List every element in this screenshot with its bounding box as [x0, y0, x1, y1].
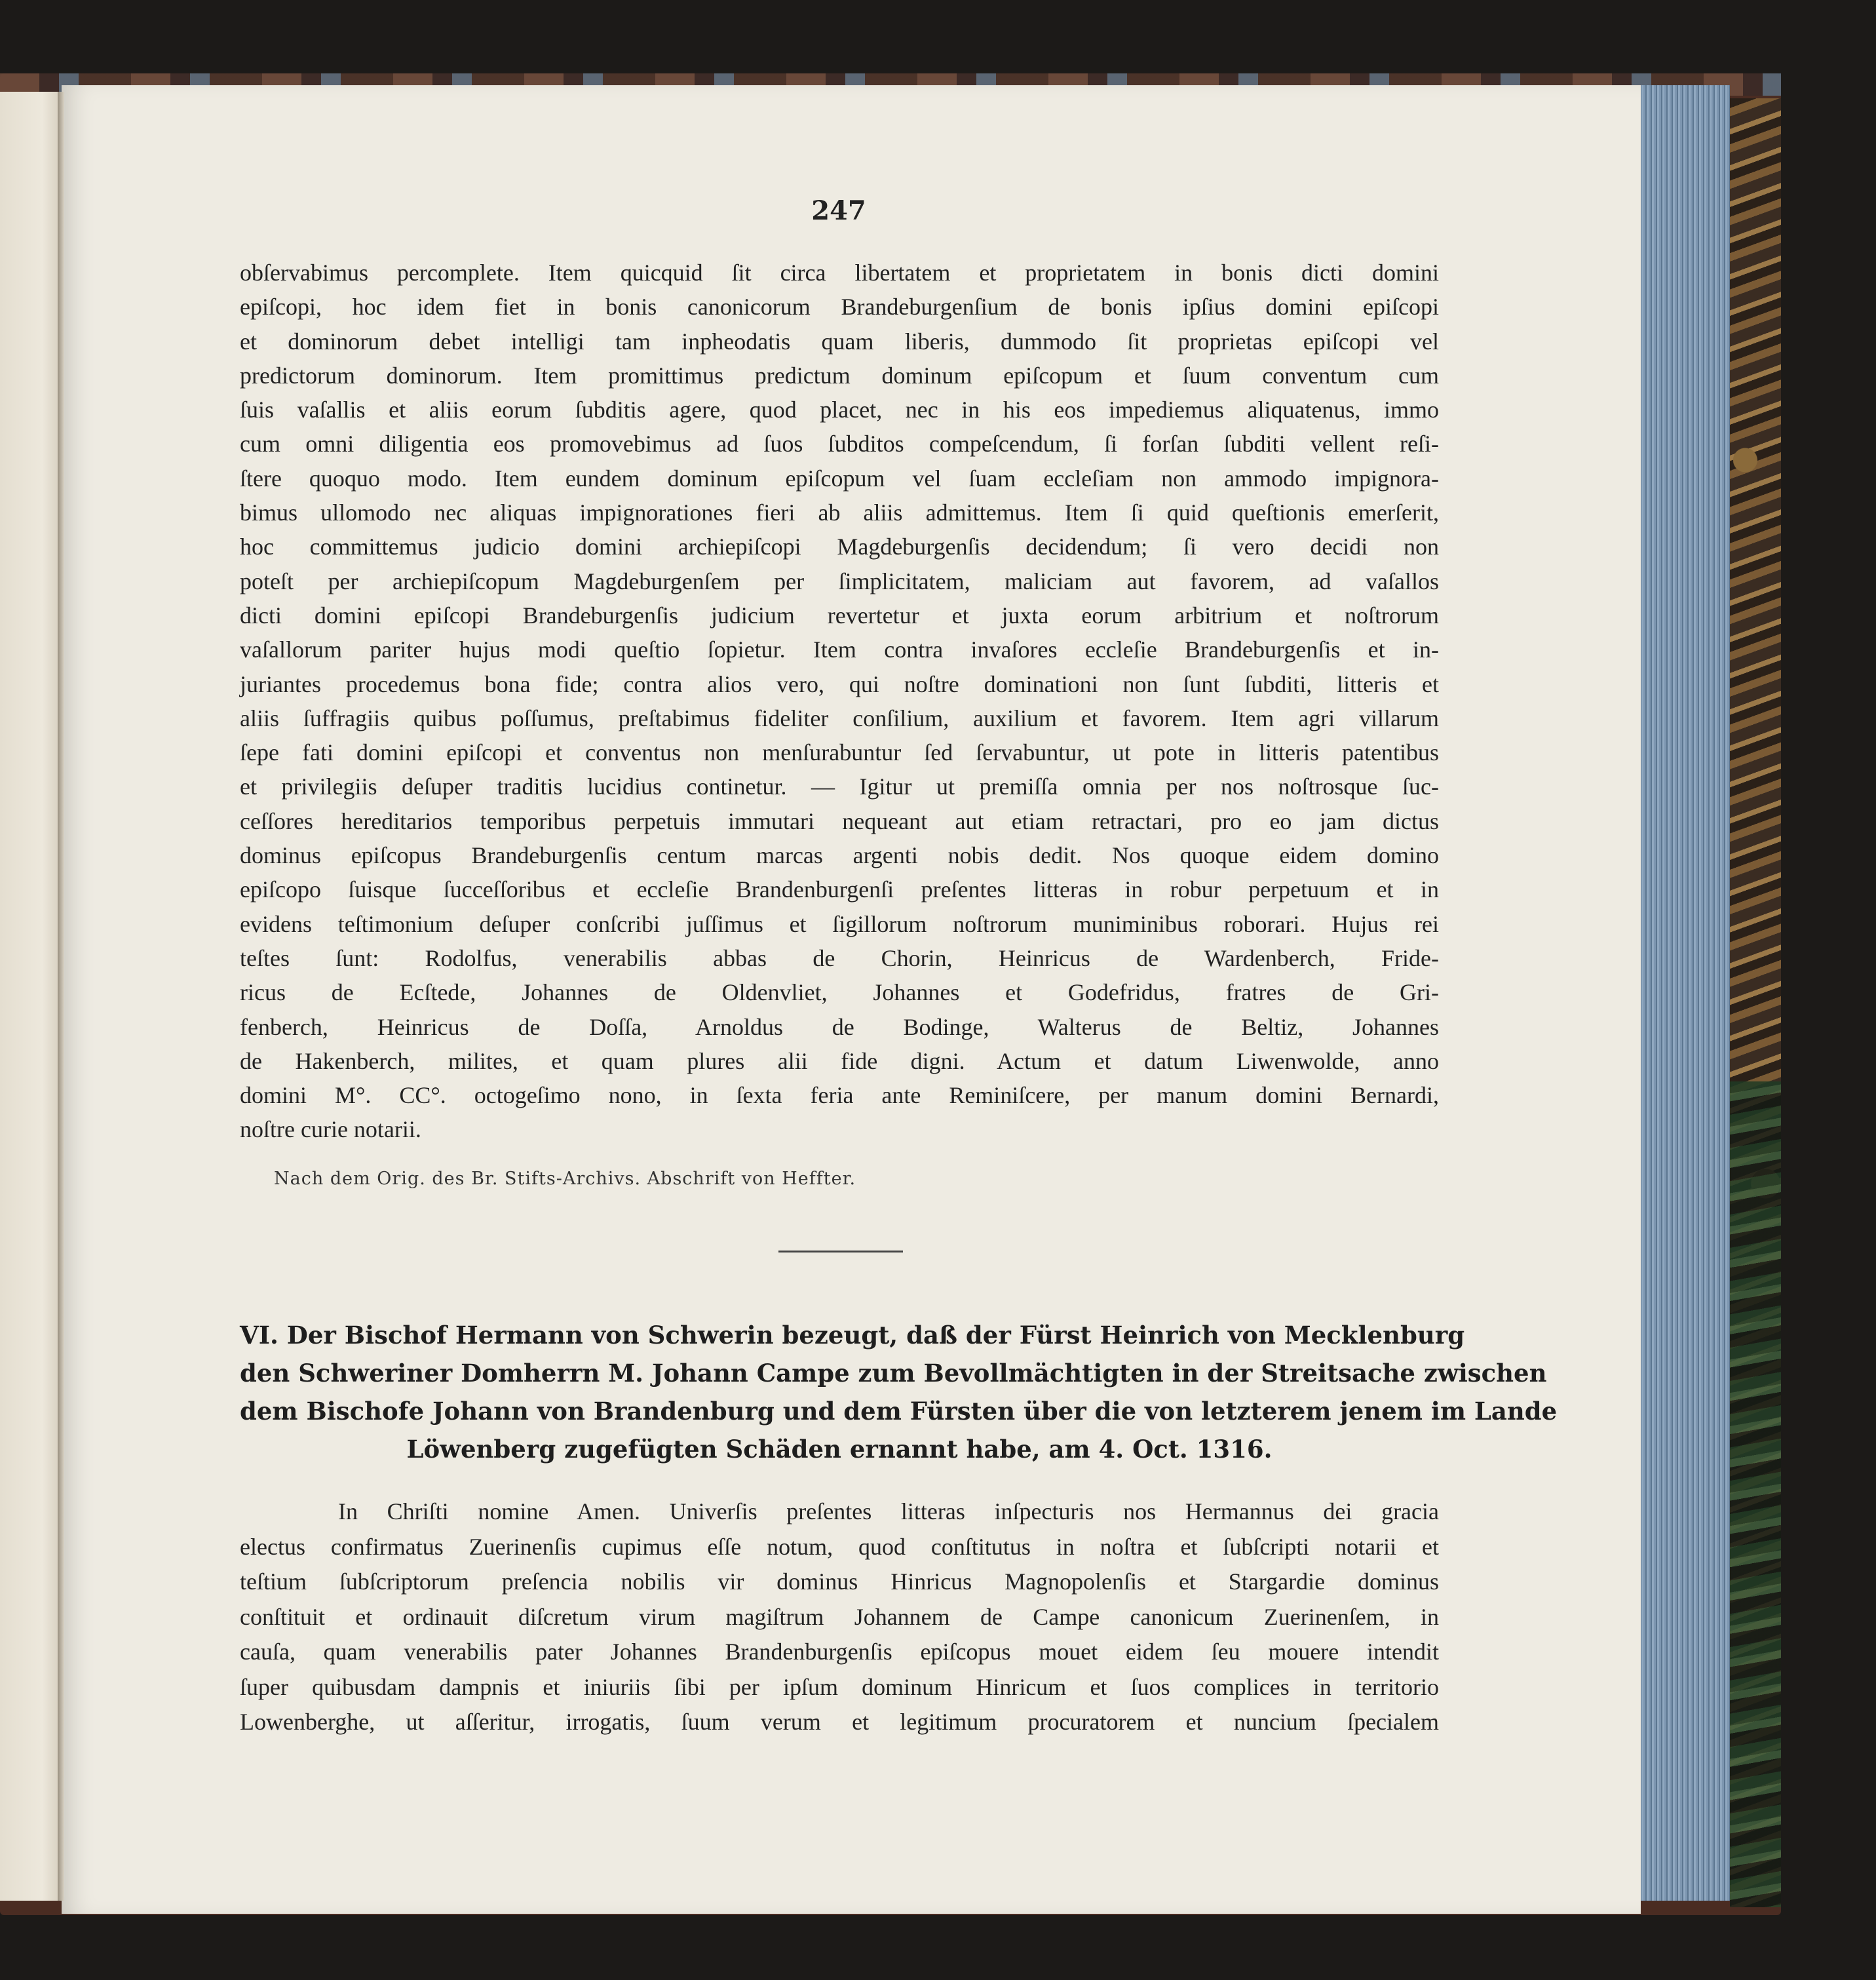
text-line: epiſcopi, hoc idem fiet in bonis canonicorum Brandeburgenſium de bonis ipſius domini epiſcopi [240, 294, 1439, 320]
page-number: 247 [811, 195, 866, 226]
text-line: In Chriſti nomine Amen. Univerſis preſentes litteras inſpecturis nos Hermannus dei gracia [338, 1498, 1439, 1524]
text-line: hoc committemus judicio domini archiepiſcopi Magdeburgenſis decidendum; ſi vero decidi non [240, 534, 1439, 560]
text-line: vaſallorum pariter hujus modi queſtio ſopietur. Item contra invaſores eccleſie Brandeburgenſis et in- [240, 636, 1439, 663]
text-line: conſtituit et ordinauit diſcretum virum magiſtrum Johannem de Campe canonicum Zuerinenſem, in [240, 1603, 1439, 1630]
page-fore-edge [1638, 85, 1730, 1901]
text-line: ſuis vaſallis et aliis eorum ſubditis agere, quod placet, nec in his eos impediemus aliquatenus, immo [240, 397, 1439, 423]
text-line: de Hakenberch, milites, et quam plures alii fide digni. Actum et datum Liwenwolde, anno [240, 1047, 1439, 1074]
text-line: et dominorum debet intelligi tam inpheodatis quam liberis, dummodo ſit proprietas epiſcopi vel [240, 328, 1439, 355]
text-line: bimus ullomodo nec aliquas impignorationes fieri ab aliis admittemus. Item ſi quid queſtionis emerſerit, [240, 499, 1439, 526]
text-line: cauſa, quam venerabilis pater Johannes Brandenburgenſis epiſcopus mouet eidem ſeu mouere intendit [240, 1639, 1439, 1665]
text-line: electus confirmatus Zuerinenſis cupimus eſſe notum, quod conſtitutus in noſtra et ſubſcripti notarii et [240, 1533, 1439, 1560]
text-line: den Schweriner Domherrn M. Johann Campe zum Bevollmächtigten in der Streitsache zwischen [240, 1359, 1547, 1388]
text-line: ricus de Ecſtede, Johannes de Oldenvliet, Johannes et Godefridus, fratres de Gri- [240, 979, 1439, 1006]
document-text-paragraph [240, 1494, 1439, 1740]
text-line: evidens teſtimonium deſuper conſcribi juſſimus et ſigillorum noſtrorum muniminibus roborari. Hujus rei [240, 910, 1439, 937]
text-line: predictorum dominorum. Item promittimus predictum dominum epiſcopum et ſuum conventum cum [240, 362, 1439, 389]
text-line: ſuper quibusdam dampnis et iniuriis ſibi per ipſum dominum Hinricum et ſuos complices in territorio [240, 1673, 1439, 1700]
page-gutter [58, 92, 64, 1901]
document-heading [240, 1316, 1558, 1468]
text-line: juriantes procedemus bona fide; contra alios vero, qui noſtre dominationi non ſunt ſubditi, litteris et [240, 670, 1439, 697]
text-line: fenberch, Heinricus de Doſſa, Arnoldus de Bodinge, Walterus de Beltiz, Johannes [240, 1013, 1439, 1040]
text-line: noſtre curie notarii. [240, 1116, 421, 1143]
section-separator-rule [778, 1251, 903, 1252]
text-line: poteſt per archiepiſcopum Magdeburgenſem per ſimplicitatem, maliciam aut favorem, ad vaſallos [240, 568, 1439, 594]
text-line: ſepe fati domini epiſcopi et conventus non menſurabuntur ſed ſervabuntur, ut pote in litteris patentibus [240, 739, 1439, 766]
text-line: domini M°. CC°. octogeſimo nono, in ſexta feria ante Reminiſcere, per manum domini Bernardi, [240, 1082, 1439, 1109]
charter-text-paragraph [240, 256, 1439, 1147]
text-line: et privilegiis deſuper traditis lucidius continetur. — Igitur ut premiſſa omnia per nos noſtrosque ſuc- [240, 773, 1439, 800]
marbled-endpaper [1730, 98, 1781, 1907]
text-line: aliis ſuffragiis quibus poſſumus, preſtabimus fideliter conſilium, auxilium et favorem. Item agri villarum [240, 705, 1439, 731]
text-line: teſtes ſunt: Rodolfus, venerabilis abbas de Chorin, Heinricus de Wardenberch, Fride- [240, 944, 1439, 971]
source-note: Nach dem Orig. des Br. Stifts-Archivs. Abschrift von Heffter. [274, 1169, 856, 1189]
text-line: Lowenberghe, ut aſſeritur, irrogatis, ſuum verum et legitimum procuratorem et nuncium ſpecialem [240, 1709, 1439, 1735]
text-line: dem Bischofe Johann von Brandenburg und dem Fürsten über die von letzterem jenem im Lande [240, 1397, 1558, 1426]
text-line: teſtium ſubſcriptorum preſencia nobilis vir dominus Hinricus Magnopolenſis et Stargardie dominus [240, 1568, 1439, 1595]
text-line: Löwenberg zugefügten Schäden ernannt habe, am 4. Oct. 1316. [406, 1435, 1273, 1464]
text-line: ceſſores hereditarios temporibus perpetuis immutari nequeant aut etiam retractari, pro eo jam dictus [240, 807, 1439, 834]
text-line: VI. Der Bischof Hermann von Schwerin bezeugt, daß der Fürst Heinrich von Mecklenburg [240, 1321, 1465, 1349]
text-line: epiſcopo ſuisque ſucceſſoribus et eccleſie Brandenburgenſi preſentes litteras in robur perpetuum et in [240, 876, 1439, 903]
text-line: ſtere quoquo modo. Item eundem dominum epiſcopum vel ſuam eccleſiam non ammodo impignora- [240, 465, 1439, 492]
facing-page [0, 92, 60, 1901]
text-line: cum omni diligentia eos promovebimus ad ſuos ſubditos compeſcendum, ſi forſan ſubditi vellent reſi- [240, 431, 1439, 457]
text-line: obſervabimus percomplete. Item quicquid ſit circa libertatem et proprietatem in bonis dicti domini [240, 260, 1439, 286]
text-line: dicti domini epiſcopi Brandeburgenſis judicium revertetur et juxta eorum arbitrium et noſtrorum [240, 602, 1439, 629]
text-line: dominus epiſcopus Brandeburgenſis centum marcas argenti nobis dedit. Nos quoque eidem domino [240, 842, 1439, 869]
